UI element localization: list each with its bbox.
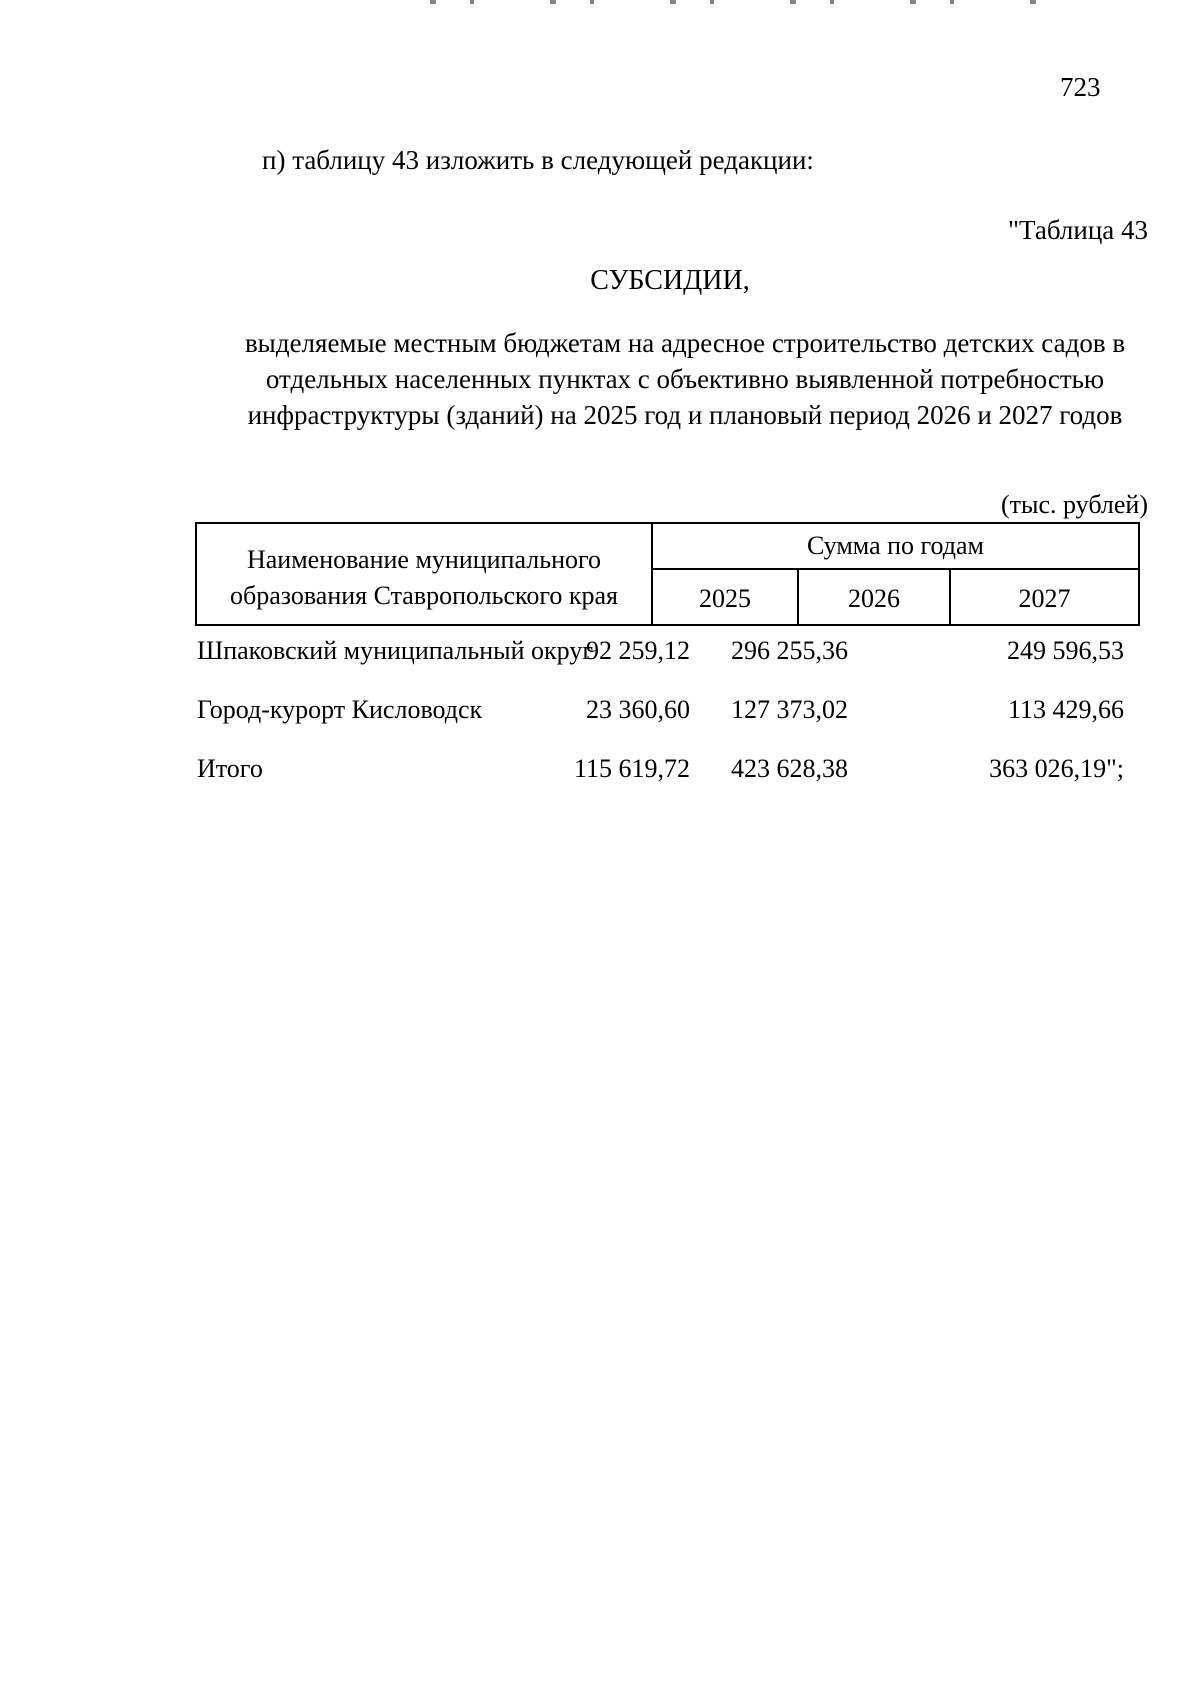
header-year-2025: 2025 bbox=[653, 570, 799, 624]
total-value-2025: 115 619,72 bbox=[573, 754, 690, 783]
subtitle-line: отдельных населенных пунктах с объективно выявленной потребностью bbox=[265, 364, 1105, 394]
header-year-2026: 2026 bbox=[799, 570, 951, 624]
subtitle-line: выделяемые местным бюджетам на адресное строительство детских садов в bbox=[244, 328, 1126, 358]
header-year-2027: 2027 bbox=[1018, 584, 1071, 613]
total-value-2027: 363 026,19"; bbox=[989, 754, 1124, 783]
table-row bbox=[195, 626, 1140, 685]
header-municipality bbox=[197, 524, 653, 624]
units-label: (тыс. рублей) bbox=[1000, 490, 1148, 519]
row-value-2026: 296 255,36 bbox=[731, 636, 848, 665]
scan-top-artifact bbox=[430, 0, 1040, 4]
header-sum-by-years: Сумма по годам bbox=[653, 524, 1138, 570]
document-subtitle bbox=[195, 325, 1175, 433]
header-municipality-line: Наименование муниципального bbox=[246, 545, 602, 574]
row-value-2027: 249 596,53 bbox=[1007, 636, 1124, 665]
document-heading: СУБСИДИИ, bbox=[590, 265, 750, 296]
row-value-2027: 113 429,66 bbox=[1007, 695, 1124, 724]
page-number: 723 bbox=[1060, 72, 1101, 102]
intro-paragraph: п) таблицу 43 изложить в следующей редакции: bbox=[262, 145, 814, 175]
header-municipality-line: образования Ставропольского края bbox=[229, 581, 619, 610]
total-label: Итого bbox=[197, 754, 263, 783]
row-name: Шпаковский муниципальный округ bbox=[197, 636, 593, 665]
row-value-2025: 23 360,60 bbox=[586, 695, 690, 724]
row-value-2025: 92 259,12 bbox=[586, 636, 690, 665]
subtitle-line: инфраструктуры (зданий) на 2025 год и плановый период 2026 и 2027 годов bbox=[247, 400, 1123, 430]
subsidies-table bbox=[195, 522, 1140, 803]
table-reference: "Таблица 43 bbox=[1008, 215, 1148, 245]
total-value-2026: 423 628,38 bbox=[731, 754, 848, 783]
row-name: Город-курорт Кисловодск bbox=[197, 695, 483, 724]
row-value-2026: 127 373,02 bbox=[731, 695, 848, 724]
table-row-total bbox=[195, 744, 1140, 803]
table-row bbox=[195, 685, 1140, 744]
table-header bbox=[195, 522, 1140, 626]
